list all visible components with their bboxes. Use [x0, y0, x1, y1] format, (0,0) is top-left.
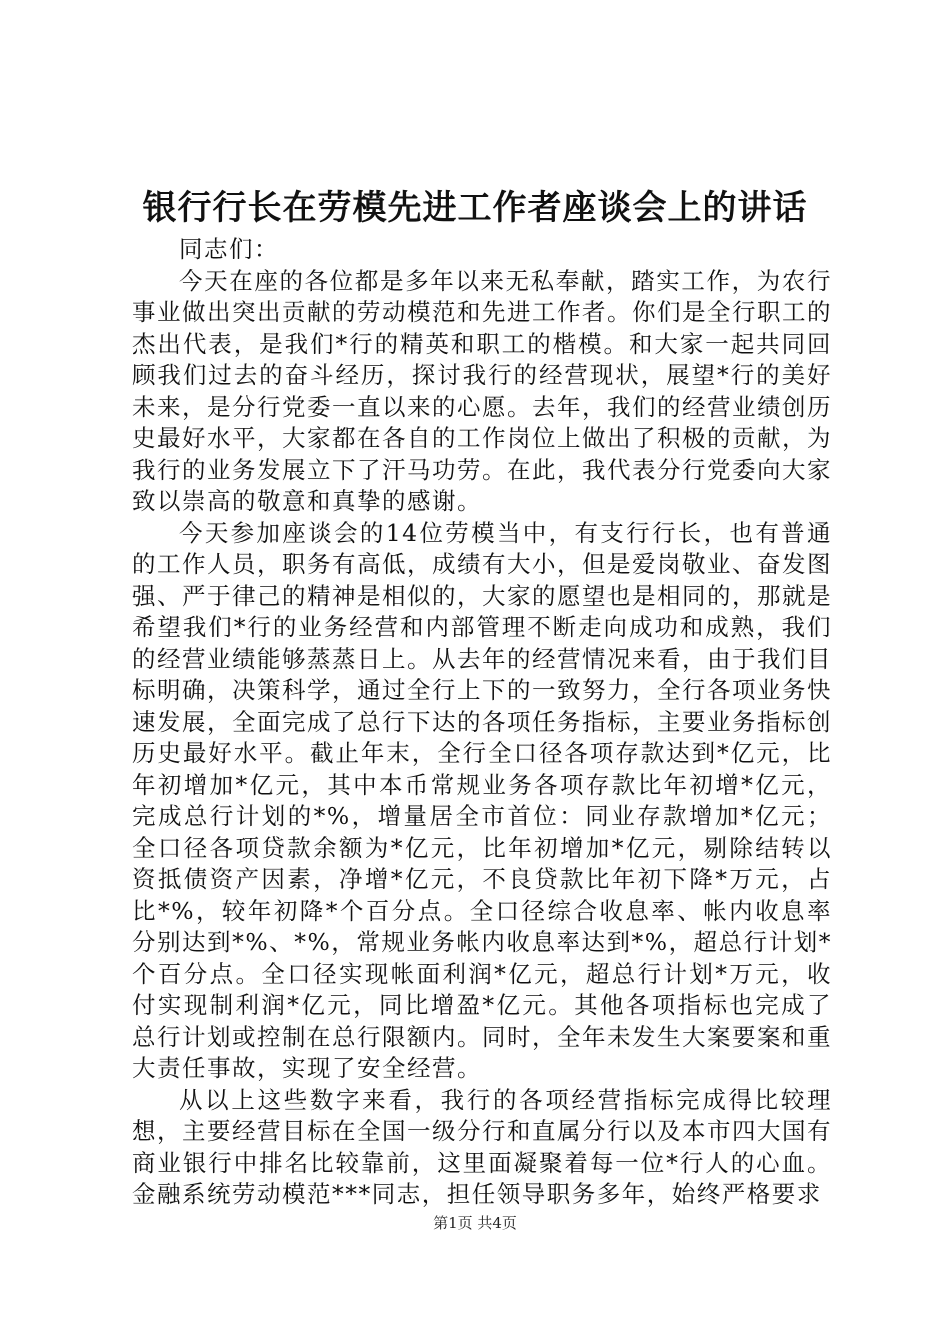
paragraph: 从以上这些数字来看，我行的各项经营指标完成得比较理想，主要经营目标在全国一级分行和直属分行以及本市四大国有商业银行中排名比较靠前，这里面凝聚着每一位*行人的心血。金融系统劳动模范***同志，担任领导职务多年，始终严格要求 — [132, 1085, 832, 1208]
greeting: 同志们： — [179, 235, 279, 263]
paragraph: 今天参加座谈会的14位劳模当中，有支行行长，也有普通的工作人员，职务有高低，成绩有大小，但是爱岗敬业、奋发图强、严于律己的精神是相似的，大家的愿望也是相同的，那就是希望我们*行的业务经营和内部管理不断走向成功和成熟，我们的经营业绩能够蒸蒸日上。从去年的经营情况来看，由于我们目标明确，决策科学，通过全行上下的一致努力，全行各项业务快速发展，全面完成了总行下达的各项任务指标，主要业务指标创历史最好水平。截止年末，全行全口径各项存款达到*亿元，比年初增加*亿元，其中本币常规业务各项存款比年初增*亿元，完成总行计划的*%，增量居全市首位：同业存款增加*亿元；全口径各项贷款余额为*亿元，比年初增加*亿元，剔除结转以资抵债资产因素，净增*亿元，不良贷款比年初下降*万元，占比*%，较年初降*个百分点。全口径综合收息率、帐内收息率分别达到*%、*%，常规业务帐内收息率达到*%，超总行计划*个百分点。全口径实现帐面利润*亿元，超总行计划*万元，收付实现制利润*亿元，同比增盈*亿元。其他各项指标也完成了总行计划或控制在总行限额内。同时，全年未发生大案要案和重大责任事故，实现了安全经营。 — [132, 518, 832, 1082]
document-title: 银行行长在劳模先进工作者座谈会上的讲话 — [142, 188, 808, 228]
document-body — [132, 234, 832, 1211]
page-number-footer: 第1页 共4页 — [433, 1214, 517, 1232]
paragraph: 今天在座的各位都是多年以来无私奉献，踏实工作，为农行事业做出突出贡献的劳动模范和先进工作者。你们是全行职工的杰出代表，是我们*行的精英和职工的楷模。和大家一起共同回顾我们过去的奋斗经历，探讨我行的经营现状，展望*行的美好未来，是分行党委一直以来的心愿。去年，我们的经营业绩创历史最好水平，大家都在各自的工作岗位上做出了积极的贡献，为我行的业务发展立下了汗马功劳。在此，我代表分行党委向大家致以崇高的敬意和真挚的感谢。 — [132, 266, 832, 515]
